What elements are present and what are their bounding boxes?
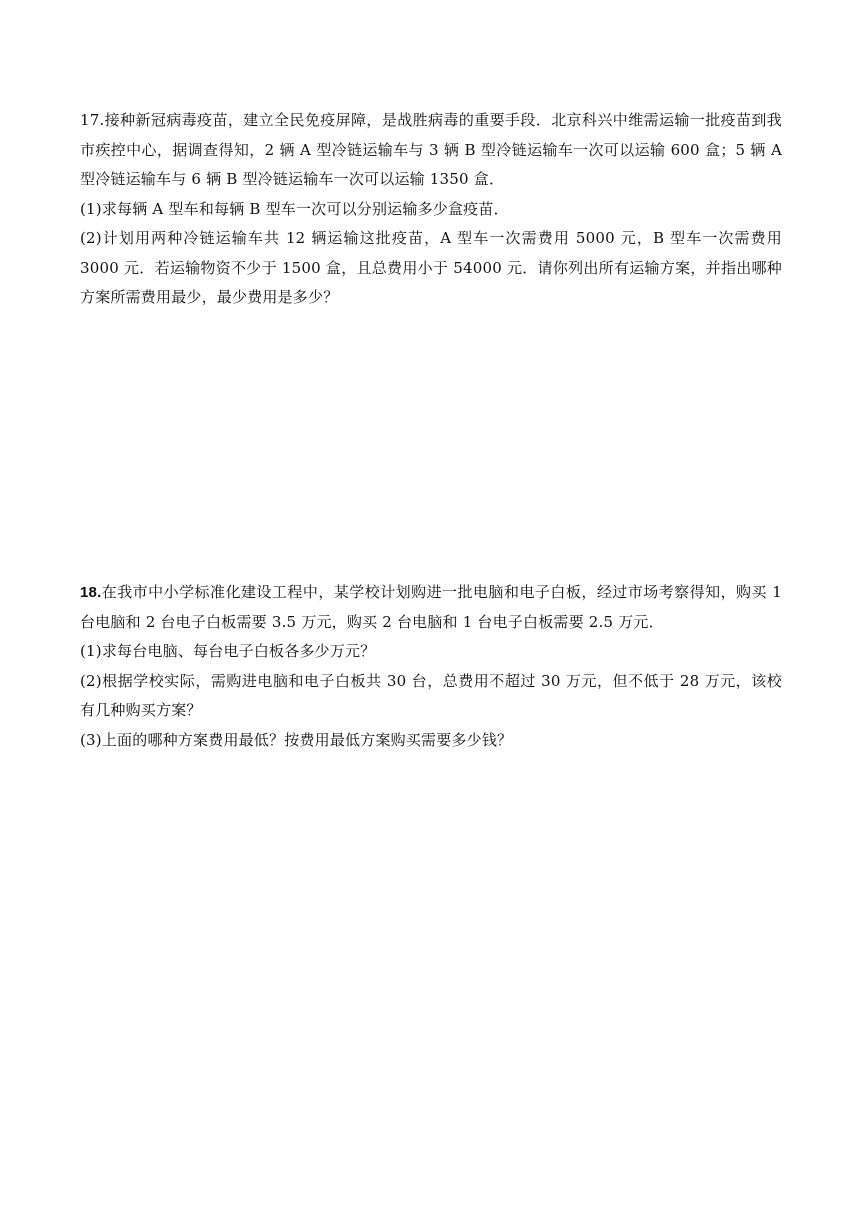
problem-17-part-1: (1)求每辆 A 型车和每辆 B 型车一次可以分别运输多少盒疫苗． <box>80 199 509 218</box>
problem-18-number: 18. <box>80 584 102 601</box>
problem-17-number: 17. <box>80 111 105 129</box>
problem-17-stem <box>80 106 782 195</box>
problem-18-part-3: (3)上面的哪种方案费用最低？按费用最低方案购买需要多少钱？ <box>80 730 513 749</box>
problem-17-part-2: (2)计划用两种冷链运输车共 12 辆运输这批疫苗，A 型车一次需费用 5000 元，B 型车一次需费用 3000 元．若运输物资不少于 1500 盒，且总费用小于 54000 元．请你列出所有运输方案，并指出哪种方案所需费用最少，最少费用是多少？ <box>80 229 782 306</box>
problem-18-part-1: (1)求每台电脑、每台电子白板各多少万元？ <box>80 642 376 660</box>
problem-18-part-2: (2)根据学校实际，需购进电脑和电子白板共 30 台，总费用不超过 30 万元，但不低于 28 万元，该校有几种购买方案？ <box>80 671 782 719</box>
problem-18-stem-text: 在我市中小学标准化建设工程中，某学校计划购进一批电脑和电子白板，经过市场考察得知，购买 1 台电脑和 2 台电子白板需要 3.5 万元，购买 2 台电脑和 1 台电子白板需要 2.5 万元． <box>80 583 782 631</box>
problem-17-stem-text: 接种新冠病毒疫苗，建立全民免疫屏障，是战胜病毒的重要手段．北京科兴中维需运输一批疫苗到我市疾控中心，据调查得知，2 辆 A 型冷链运输车与 3 辆 B 型冷链运输车一次可以运输 600 盒；5 辆 A 型冷链运输车与 6 辆 B 型冷链运输车一次可以运输 1350 盒． <box>80 111 782 188</box>
problem-17 <box>80 106 782 313</box>
problem-18-stem <box>80 578 782 637</box>
problem-18 <box>80 578 782 755</box>
